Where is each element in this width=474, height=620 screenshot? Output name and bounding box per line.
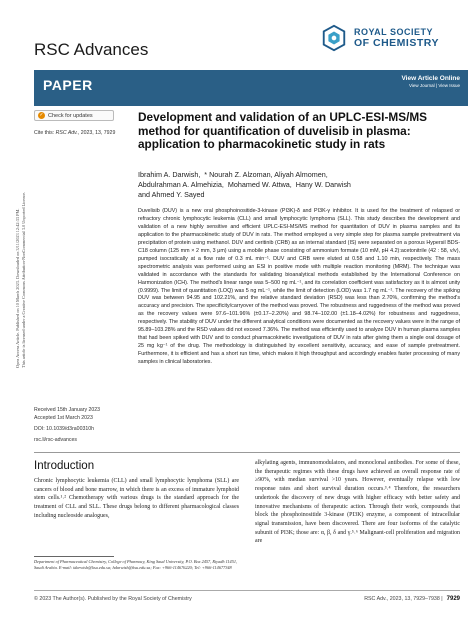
refresh-icon: ✓ bbox=[39, 112, 44, 118]
footer-citation: RSC Adv., 2023, 13, 7929–7938 | bbox=[364, 596, 443, 602]
cite-prefix: Cite this: bbox=[34, 130, 56, 136]
open-access-notice bbox=[15, 192, 27, 368]
accepted-date: Accepted 1st March 2023 bbox=[34, 415, 93, 421]
footer-divider bbox=[34, 590, 460, 591]
introduction-text-left: Chronic lymphocytic leukemia (CLL) and small lymphocytic lymphoma (SLL) are cancers of blood and bone marrow, in which there is an excess of immature lymphoid stem cells.¹˒² Chemotherapy with various drugs is the standard approach for the treatment of CLL and SLL. These drugs belong to different pharmacological classes including nucleoside analogues, bbox=[34, 478, 239, 519]
check-for-updates-label: Check for updates bbox=[48, 112, 93, 119]
logo-line-2: OF CHEMISTRY bbox=[354, 37, 439, 49]
cite-rest: , 2023, 13, 7929 bbox=[77, 130, 116, 136]
check-for-updates-button[interactable] bbox=[34, 110, 114, 121]
authors-line-2[interactable]: Abdulrahman A. Almehizia, Mohamed W. Attwa, Hany W. Darwish bbox=[138, 180, 351, 189]
open-access-line-1: Open Access Article. Published on 10 March 2023. Downloaded on 3/11/2023 12:42:33 PM. bbox=[15, 208, 20, 368]
article-type-label: PAPER bbox=[43, 77, 93, 93]
open-access-line-2[interactable]: This article is licensed under a Creative Commons Attribution-NonCommercial 3.0 Unported Licence. bbox=[21, 191, 26, 368]
article-title: Development and validation of an UPLC-ESI-MS/MS method for quantification of duvelisib in plasma: application to pharmacokinetic study in rats bbox=[138, 110, 428, 151]
copyright-notice: © 2023 The Author(s). Published by the Royal Society of Chemistry bbox=[34, 596, 192, 602]
journal-site-link[interactable]: rsc.li/rsc-advances bbox=[34, 437, 77, 443]
introduction-heading: Introduction bbox=[34, 460, 95, 472]
doi-link[interactable]: DOI: 10.1039/d3ra00310h bbox=[34, 426, 94, 432]
citation bbox=[34, 130, 115, 136]
page-number: 7929 bbox=[446, 596, 460, 602]
footnote-divider bbox=[34, 556, 114, 557]
author-list bbox=[138, 170, 458, 200]
journal-title: RSC Advances bbox=[34, 40, 149, 59]
open-access-strip bbox=[2, 72, 28, 372]
authors-line-1[interactable]: Ibrahim A. Darwish, * Nourah Z. Alzoman, Aliyah Almomen, bbox=[138, 170, 328, 179]
section-divider bbox=[34, 452, 460, 453]
article-history bbox=[34, 406, 100, 444]
authors-line-3[interactable]: and Ahmed Y. Sayed bbox=[138, 190, 205, 199]
received-date: Received 15th January 2023 bbox=[34, 407, 101, 413]
rsc-logo[interactable] bbox=[320, 24, 439, 52]
introduction-text-right: alkylating agents, immunomodulators, and monoclonal antibodies. For some of these, the therapeutic regimes with these drugs have achieved an overall response rate of ≥90%, with median survival >10 years. However, eventually relapse with low response rates and short survival duration occurs.³˒⁴ Therefore, the researchers undertook the discovery of new drugs with higher efficacy with better safety and innovative mechanisms of therapeutic action. Through their work, compounds that block the phosphoinositide 3-kinase (PI3K) enzyme, a component of intracellular signal transmission, have been discovered. There are four isoforms of the catalytic subunit of PI3K; those are: α, β, δ and γ.⁵˒⁶ Malignant-cell proliferation and migration are bbox=[255, 460, 460, 545]
logo-line-1: ROYAL SOCIETY bbox=[354, 27, 434, 37]
view-online-link[interactable]: View Article Online bbox=[401, 75, 460, 82]
cite-journal: RSC Adv. bbox=[55, 130, 78, 136]
affiliation-footnote: Department of Pharmaceutical Chemistry, College of Pharmacy, King Saud University, P.O. Box 2457, Riyadh 11451, Saudi Arabia. E-mail: idarwish@ksu.edu.sa; hdarwish@ksu.edu.sa; Fax: +966-114676220; Tel: +966-114677348 bbox=[34, 559, 238, 571]
page-footer-citation bbox=[364, 596, 460, 602]
abstract: Duvelisib (DUV) is a new oral phosphoinositide-3-kinase (PI3K)-δ and PI3K-γ inhibitor. It is used for the treatment of relapsed or refractory chronic lymphocytic leukemia (CLL) and small lymphocytic lymphoma (SLL). This study describes the development and validation of a new highly sensitive and efficient UPLC-ESI-MS/MS method for quantitation of DUV in plasma samples and its application to the pharmacokinetic study of DUV in rats. The method employed a very simple step for plasma sample pretreatment via precipitation of protein using methanol. DUV and ceritinib (CRB) as an internal standard (IS) were separated on a porous Hypersil BDS-C18 column (125 mm × 2 mm, 3 μm) using a mobile phase consisting of ammonium formate (10 mM, pH 4.2):acetonitrile (42 : 58, v/v), pumped isocratically at a flow rate of 0.3 mL min⁻¹. DUV and CRB were eluted at 0.58 and 1.10 min, respectively. The mass spectrometric analysis was performed using an ESI in positive mode with multiple reaction monitoring (MRM). The technique was validated in accordance with the standards for validating bioanalytical methods established by the International Conference on Harmonization (ICH). The method's linear range was 5–500 ng mL⁻¹, and its correlation coefficient was satisfactory as it is almost unity (0.9999). The limit of quantitation (LOQ) was 5 ng mL⁻¹, while the limit of detection (LOD) was 1.7 ng mL⁻¹. The recovery of the spiking DUV was between 94.95 and 102.21%, and the relative standard deviation (RSD) was less than 2.70%, confirming the method's accuracy and precision. The specificity/carryover of the method was proved. The robustness and ruggedness of the method was proved as the recovery values were 97.6–101.96% (±0.17–2.20%) and 98.74–102.00 (±1.18–4.02%) for robustness and ruggedness, respectively. The stability of DUV under the different analytical conditions were documented as the recovery values were in the range of 95.89–103.28% and the RSD values did not exceed 7.36%. The method was efficiently used to analyze DUV in human plasma samples that had been spiked with DUV and to conduct pharmacokinetic investigations of DUV in rats after giving them a single oral dosage of 25 mg kg⁻¹ of the drug. The methodology is distinguished by excellent sensitivity, accuracy, and ease of sample pretreatment. Furthermore, it is efficient and has a short run time, which makes it high throughput and accordingly enables faster processing of many samples in clinical laboratories. bbox=[138, 208, 460, 366]
article-type-banner bbox=[34, 70, 468, 106]
rsc-logo-icon bbox=[320, 24, 348, 52]
view-journal-link[interactable]: View Journal | View Issue bbox=[408, 83, 460, 88]
